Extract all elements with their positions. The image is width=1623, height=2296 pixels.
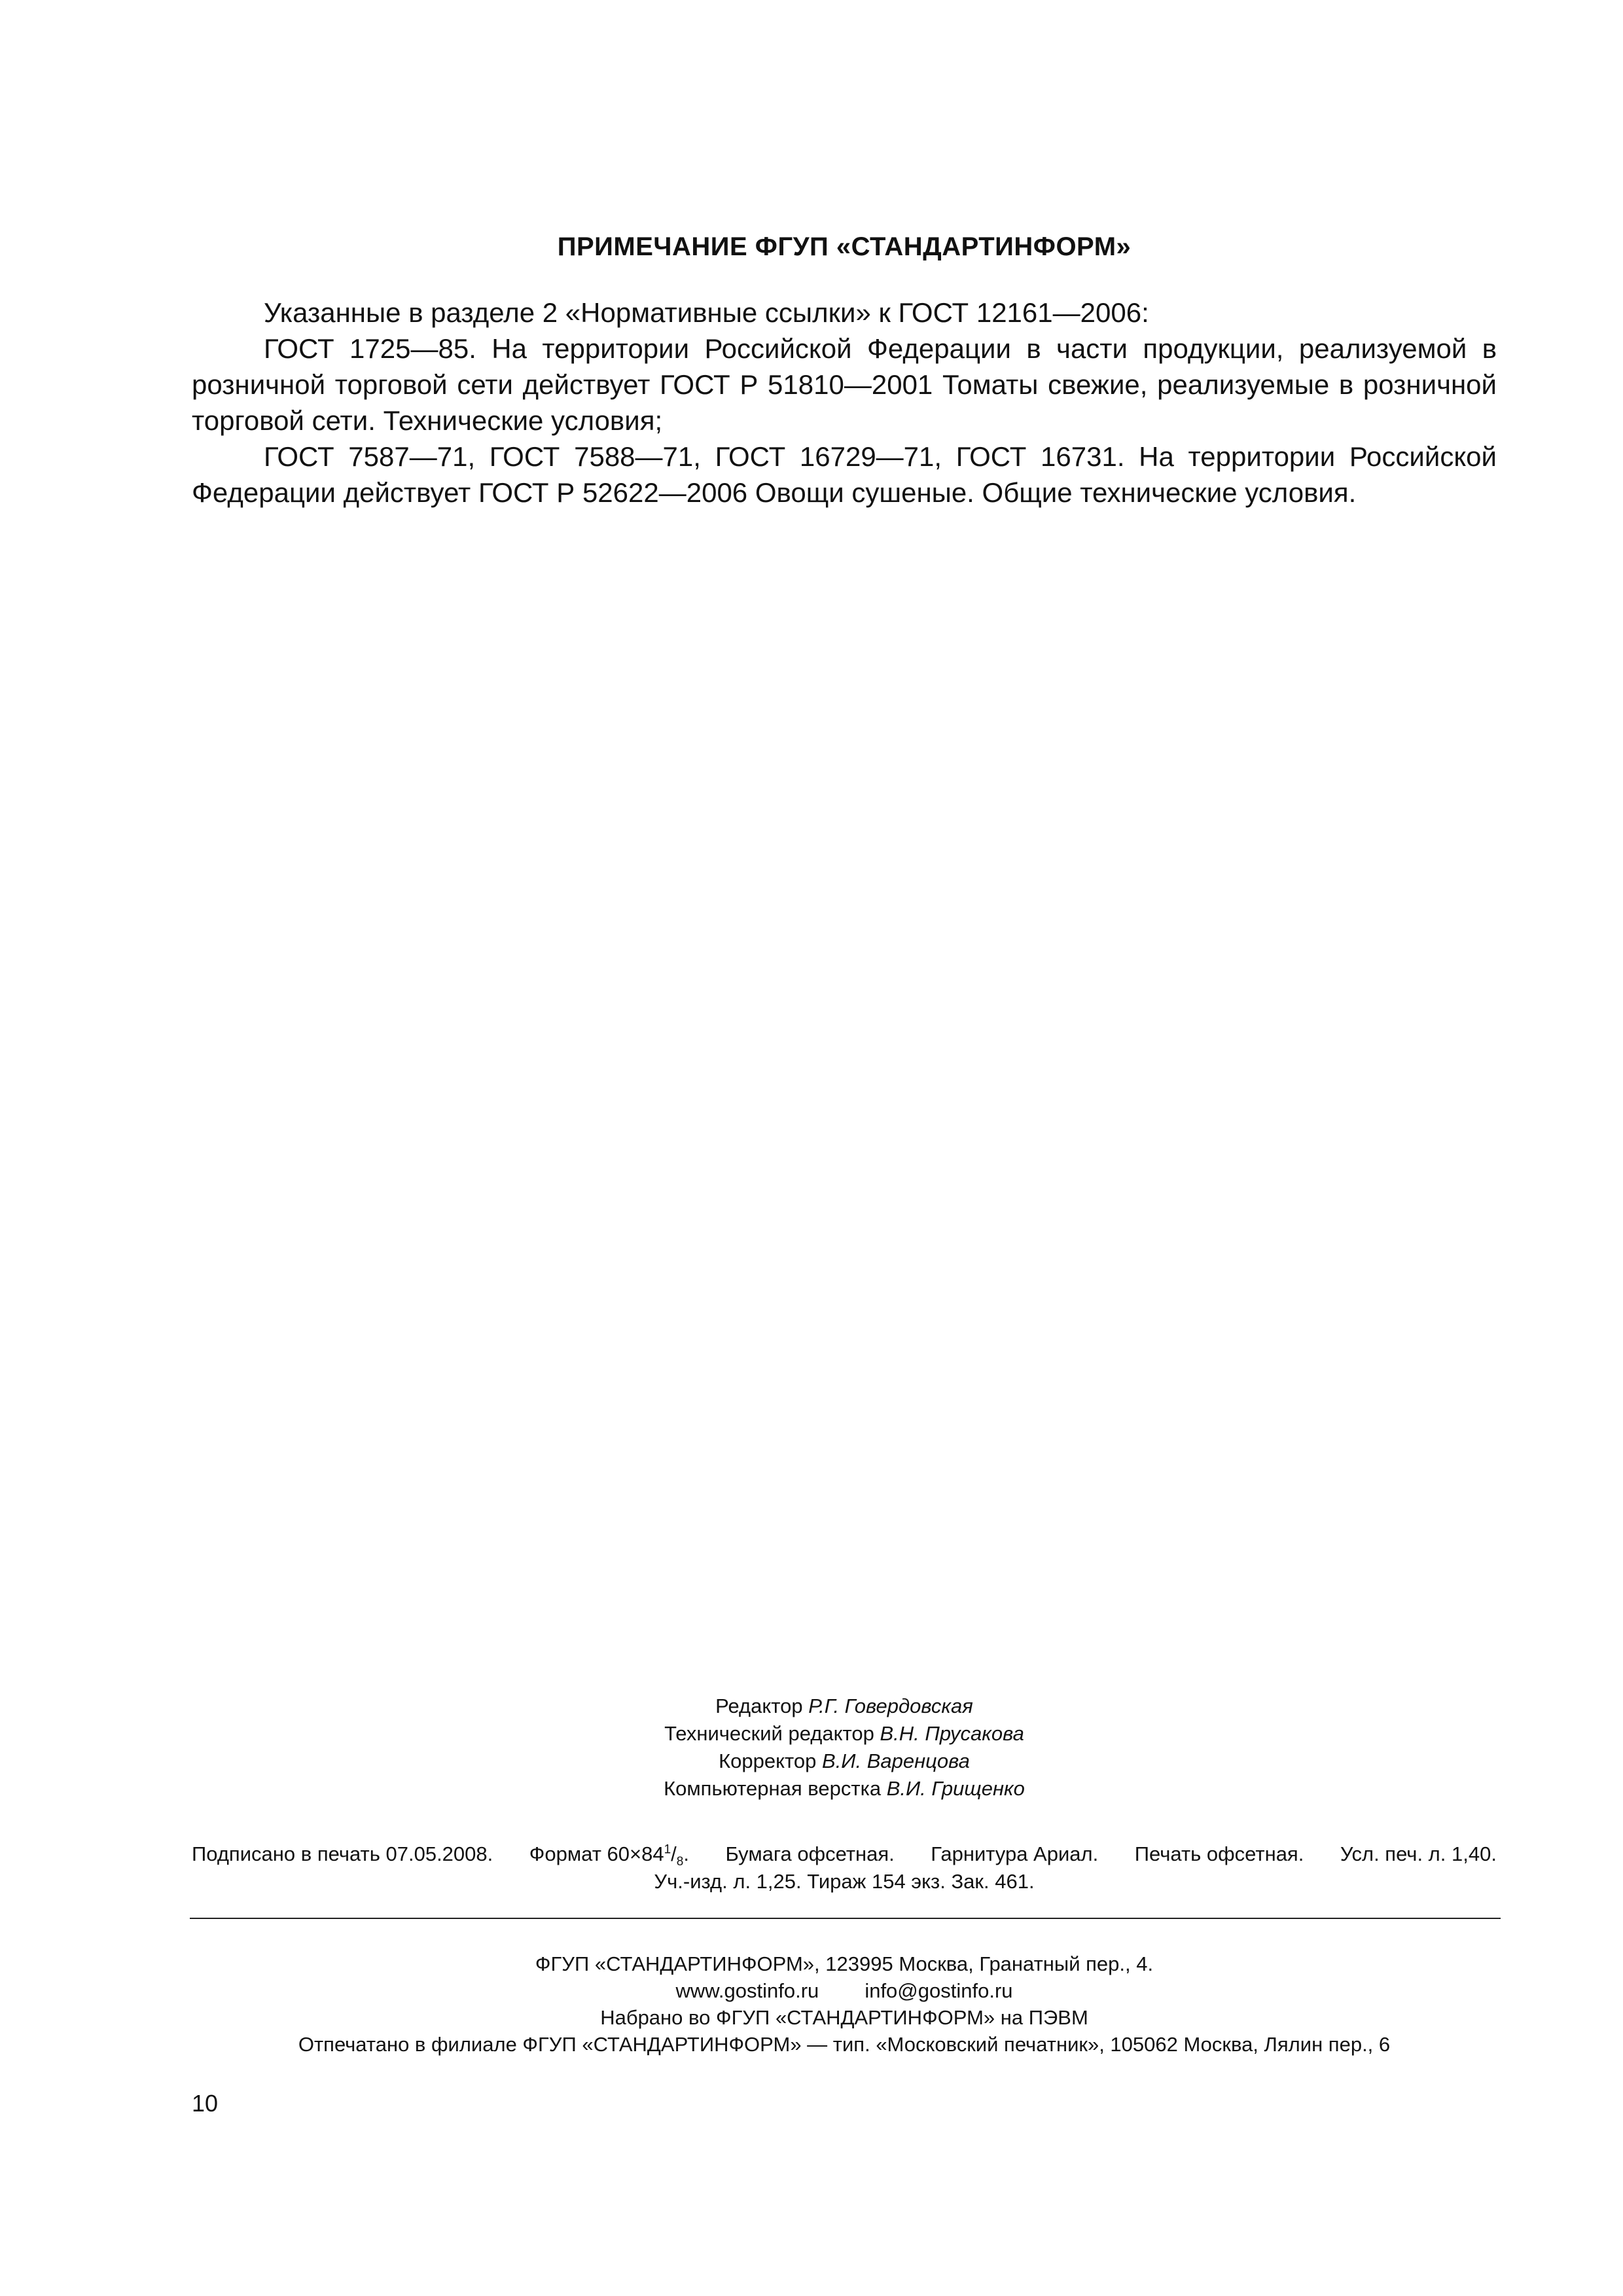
note-paragraph: ГОСТ 1725—85. На территории Российской Федерации в части продукции, реализуемой в розничной торговой сети действует ГОСТ Р 51810—2001 Томаты свежие, реализуемые в розничной торговой сети. Технические условия; xyxy=(192,333,1497,436)
imprint-printing: Печать офсетная. xyxy=(1134,1842,1304,1865)
publisher-address: ФГУП «СТАНДАРТИНФОРМ», 123995 Москва, Гранатный пер., 4. xyxy=(535,1952,1154,1975)
credit-tech-editor xyxy=(190,1720,1499,1748)
imprint-paper: Бумага офсетная. xyxy=(725,1842,895,1865)
editorial-credits xyxy=(190,1693,1499,1803)
note-title: ПРИМЕЧАНИЕ ФГУП «СТАНДАРТИНФОРМ» xyxy=(557,232,1132,261)
credit-proofreader xyxy=(190,1748,1499,1775)
credit-person: В.Н. Прусакова xyxy=(880,1722,1024,1745)
credit-person: Р.Г. Говердовская xyxy=(808,1695,973,1717)
credit-role: Корректор xyxy=(719,1749,817,1772)
imprint-format-numerator: 1 xyxy=(664,1842,671,1857)
imprint-line-2: Уч.-изд. л. 1,25. Тираж 154 экз. Зак. 461. xyxy=(654,1870,1035,1893)
imprint-typeface: Гарнитура Ариал. xyxy=(931,1842,1099,1865)
credit-person: В.И. Варенцова xyxy=(822,1749,970,1772)
note-paragraph: ГОСТ 7587—71, ГОСТ 7588—71, ГОСТ 16729—71, ГОСТ 16731. На территории Российской Федерации действует ГОСТ Р 52622—2006 Овощи сушеные. Общие технические условия. xyxy=(192,441,1497,508)
note-body xyxy=(192,295,1497,511)
imprint-line-1 xyxy=(192,1840,1497,1868)
page-number: 10 xyxy=(192,2090,219,2117)
horizontal-divider xyxy=(190,1918,1501,1919)
credit-role: Технический редактор xyxy=(664,1722,874,1745)
publisher-typeset: Набрано во ФГУП «СТАНДАРТИНФОРМ» на ПЭВМ xyxy=(600,2006,1088,2029)
imprint-format-label: Формат 60×84 xyxy=(529,1842,664,1865)
imprint-format: Формат $60\times 84^1/_8$. xyxy=(529,1842,689,1869)
publisher-email: info@gostinfo.ru xyxy=(865,1979,1013,2002)
note-paragraph: Указанные в разделе 2 «Нормативные ссылки» к ГОСТ 12161—2006: xyxy=(264,297,1149,328)
credit-editor xyxy=(190,1693,1499,1720)
credit-role: Редактор xyxy=(715,1695,803,1717)
publisher-website: www.gostinfo.ru xyxy=(675,1979,819,2002)
print-imprint xyxy=(192,1840,1497,1895)
imprint-sheets: Усл. печ. л. 1,40. xyxy=(1340,1842,1497,1865)
credit-role: Компьютерная верстка xyxy=(664,1777,882,1800)
credit-person: В.И. Грищенко xyxy=(886,1777,1025,1800)
publisher-info xyxy=(190,1950,1499,2058)
publisher-contacts xyxy=(190,1977,1499,2004)
imprint-signed: Подписано в печать 07.05.2008. xyxy=(192,1842,493,1865)
credit-layout xyxy=(190,1775,1499,1803)
imprint-format-denominator: 8 xyxy=(676,1855,684,1869)
publisher-printed: Отпечатано в филиале ФГУП «СТАНДАРТИНФОРМ» — тип. «Московский печатник», 105062 Москва, Лялин пер., 6 xyxy=(298,2033,1391,2056)
